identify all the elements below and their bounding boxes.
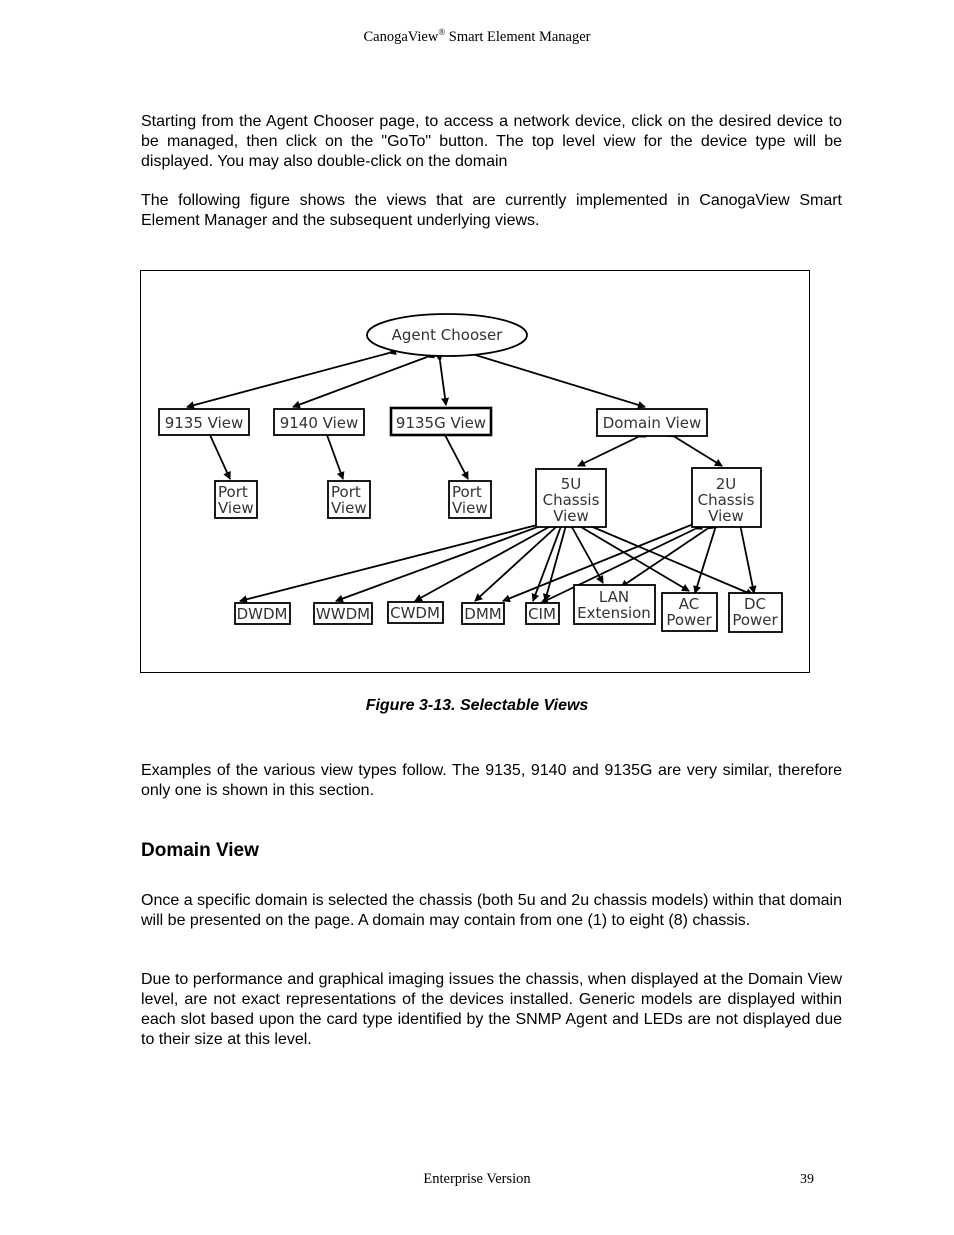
node-dmm xyxy=(462,603,504,624)
paragraph-agent-chooser-intro: Starting from the Agent Chooser page, to access a network device, click on the desired device to be managed, then click on the "GoTo" button. The top level view for the device type will be displayed. You may also double-click on the domain xyxy=(141,113,842,170)
node-9135g-view-label: 9135G View xyxy=(395,414,487,432)
diagram-arrows xyxy=(187,353,754,603)
node-9135-view xyxy=(159,409,249,435)
header-reg-mark: ® xyxy=(438,27,446,37)
svg-text:2U: 2U xyxy=(715,475,737,493)
svg-text:Port: Port xyxy=(218,483,248,501)
svg-text:5U: 5U xyxy=(560,475,582,493)
node-port-view-3 xyxy=(449,481,491,518)
svg-text:View: View xyxy=(452,499,488,517)
node-domain-view-label: Domain View xyxy=(602,414,702,432)
node-port-view-2 xyxy=(328,481,370,518)
svg-text:View: View xyxy=(218,499,254,517)
svg-text:CWDM: CWDM xyxy=(390,604,440,622)
svg-text:View: View xyxy=(708,507,744,525)
node-ac-power xyxy=(662,593,717,631)
paragraph-domain-selection: Once a specific domain is selected the chassis (both 5u and 2u chassis models) within that domain will be presented on the page. A domain may contain from one (1) to eight (8) chassis. xyxy=(141,892,842,929)
node-agent-chooser-label: Agent Chooser xyxy=(391,326,503,344)
node-cim xyxy=(526,603,559,624)
header-rest: Smart Element Manager xyxy=(445,28,591,45)
node-lan-extension xyxy=(574,585,655,624)
svg-text:DWDM: DWDM xyxy=(236,605,288,623)
node-dwdm xyxy=(235,603,290,624)
node-wwdm xyxy=(314,603,372,624)
svg-text:DC: DC xyxy=(743,595,767,613)
node-9135g-view xyxy=(391,408,491,435)
svg-text:View: View xyxy=(331,499,367,517)
node-cwdm xyxy=(388,602,443,623)
node-dc-power xyxy=(729,593,782,632)
svg-text:Port: Port xyxy=(452,483,482,501)
svg-text:Port: Port xyxy=(331,483,361,501)
paragraph-figure-intro: The following figure shows the views that are currently implemented in CanogaView Smart Element Manager and the subsequent underlying views. xyxy=(141,192,842,229)
paragraph-view-examples: Examples of the various view types follow. The 9135, 9140 and 9135G are very similar, therefore only one is shown in this section. xyxy=(141,762,842,799)
node-9140-view xyxy=(274,409,364,435)
node-9140-view-label: 9140 View xyxy=(279,414,359,432)
svg-text:Power: Power xyxy=(732,611,778,629)
node-9135-view-label: 9135 View xyxy=(164,414,244,432)
page-header xyxy=(0,27,954,46)
node-2u-chassis-view xyxy=(692,468,761,527)
svg-text:CIM: CIM xyxy=(528,605,556,623)
selectable-views-figure xyxy=(140,270,810,673)
node-5u-chassis-view xyxy=(536,469,606,527)
views-diagram xyxy=(141,271,811,674)
svg-text:Chassis: Chassis xyxy=(542,491,600,509)
node-port-view-1 xyxy=(215,481,257,518)
page-number: 39 xyxy=(800,1172,814,1187)
node-domain-view xyxy=(597,409,707,436)
svg-text:AC: AC xyxy=(678,595,700,613)
section-heading-domain-view: Domain View xyxy=(141,840,259,861)
figure-caption: Figure 3-13. Selectable Views xyxy=(365,697,589,714)
svg-text:Power: Power xyxy=(666,611,712,629)
svg-text:DMM: DMM xyxy=(464,605,502,623)
header-product: CanogaView xyxy=(363,28,439,45)
paragraph-performance-note: Due to performance and graphical imaging issues the chassis, when displayed at the Domain View level, are not exact representations of the devices installed. Generic models are displayed within each slot based upon the card type identified by the SNMP Agent and LEDs are not displayed due to their size at this level. xyxy=(141,971,842,1048)
svg-text:View: View xyxy=(553,507,589,525)
svg-text:Chassis: Chassis xyxy=(697,491,755,509)
svg-text:LAN: LAN xyxy=(598,588,630,606)
node-agent-chooser xyxy=(367,314,527,356)
footer-edition: Enterprise Version xyxy=(423,1171,531,1187)
svg-text:WWDM: WWDM xyxy=(315,605,371,623)
svg-text:Extension: Extension xyxy=(577,604,651,622)
